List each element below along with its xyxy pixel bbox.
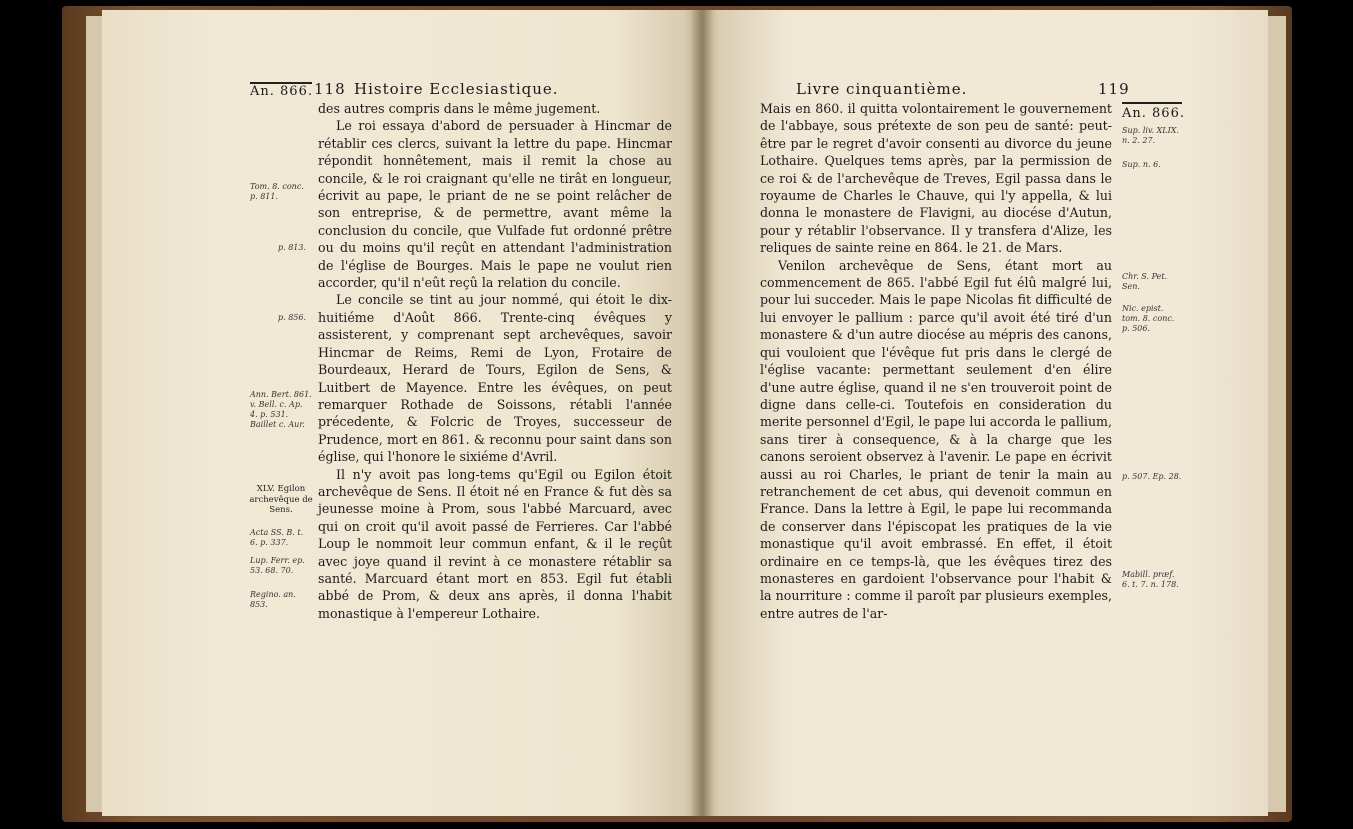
left-running-head: Histoire Ecclesiastique. [354, 80, 559, 98]
margin-note: Chr. S. Pet. Sen. [1122, 272, 1168, 291]
margin-note: Tom. 8. conc. p. 811. [250, 182, 304, 201]
margin-note: p. 507. Ep. 28. [1122, 472, 1182, 481]
margin-note: Sup. liv. XLIX. n. 2. 27. [1122, 126, 1180, 145]
book-spread [62, 6, 1292, 822]
left-page [102, 10, 702, 816]
paragraph: Mais en 860. il quitta volontairement le gouvernement de l'abbaye, sous prétexte de son peu de santé: peut-être par le regret d'avoir consenti au divorce du jeune Lothaire. Quelques tems après, par la permission de ce roi & de l'archevêque de Treves, Egil passa dans le royaume de Charles le Chauve, qui l'y appella, & lui donna le monastere de Flavigni, au diocése d'Autun, pour y rétablir l'observance. Il y transfera d'Alize, les reliques de sainte reine en 864. le 21. de Mars. [760, 101, 1112, 256]
margin-note: Ann. Bert. 861. v. Bell. c. Ap. 4. p. 531. Baillet c. Aur. [250, 390, 312, 429]
margin-note: Mabill. præf. 6. t. 7. n. 178. [1122, 570, 1179, 589]
right-body-text [760, 100, 1112, 622]
left-body-text [318, 100, 672, 622]
left-page-number: 118 [314, 80, 346, 98]
right-page [702, 10, 1268, 816]
right-year: An. 866. [1122, 106, 1185, 121]
right-page-number: 119 [1098, 80, 1130, 98]
margin-note: Sup. n. 6. [1122, 160, 1161, 169]
page-edges-right [1268, 16, 1286, 812]
right-running-head: Livre cinquantième. [796, 80, 968, 98]
margin-note: Lup. Ferr. ep. 53. 68. 70. [250, 556, 305, 575]
year-rule [1122, 102, 1182, 104]
paragraph: Le concile se tint au jour nommé, qui étoit le dix-huitiéme d'Août 866. Trente-cinq évêques y assisterent, y comprenant sept archevêques, savoir Hincmar de Reims, Remi de Lyon, Frotaire de Bourdeaux, Herard de Tours, Egilon de Sens, & Luitbert de Mayence. Entre les évêques, on peut remarquer Rothade de Soissons, rétabli l'année précedente, & Folcric de Troyes, successeur de Prudence, mort en 861. & reconnu pour saint dans son église, qui l'honore le sixiéme d'Avril. [318, 292, 672, 465]
left-year: An. 866. [250, 84, 313, 99]
margin-note: Regino. an. 853. [250, 590, 296, 609]
section-note: XLV. Egilon archevêque de Sens. [249, 484, 313, 515]
margin-note: Nic. epist. tom. 8. conc. p. 506. [1122, 304, 1175, 333]
book-gutter [690, 10, 714, 816]
paragraph: Le roi essaya d'abord de persuader à Hincmar de rétablir ces clercs, suivant la lettre du pape. Hincmar répondit honnêtement, mais il remit la chose au concile, & le roi craignant qu'elle ne tirât en longueur, écrivit au pape, le priant de ne se point relâcher de son entreprise, & de permettre, avant même la conclusion du concile, que Vulfade fut ordonné prêtre ou du moins qu'il reçût en attendant l'administration de l'église de Bourges. Mais le pape ne voulut rien accorder, qu'il n'eût reçû la relation du concile. [318, 118, 672, 291]
margin-note: p. 813. [278, 243, 307, 252]
paragraph: Il n'y avoit pas long-tems qu'Egil ou Egilon étoit archevêque de Sens. Il étoit né en France & fut dès sa jeunesse moine à Prom, sous l'abbé Marcuard, avec qui on croit qu'il avoit passé de Ferrieres. Car l'abbé Loup le nommoit leur commun enfant, & il le reçût avec joye quand il revint à ce monastere rétablir sa santé. Marcuard étant mort en 853. Egil fut établi abbé de Prom, & deux ans après, il donna l'habit monastique à l'empereur Lothaire. [318, 466, 672, 621]
paragraph: Venilon archevêque de Sens, étant mort au commencement de 865. l'abbé Egil fut élû malgré lui, pour lui succeder. Mais le pape Nicolas fit difficulté de lui envoyer le pallium : parce qu'il avoit été tiré d'un monastere & d'un autre diocése au mépris des canons, qui vouloient que l'évêque fut pris dans le clergé de l'église vacante: permettant seulement d'en élire d'une autre église, quand il ne s'en trouveroit point de digne dans celle-ci. Toutefois en consideration du merite personnel d'Egil, le pape lui accorda le pallium, sans tirer à consequence, & à la charge que les canons seroient observez à l'avenir. Le pape en écrivit aussi au roi Charles, le priant de tenir la main au retranchement de cet abus, qui devenoit commun en France. Dans la lettre à Egil, le pape lui recommanda de conserver dans l'épiscopat les pratiques de la vie monastique qu'il avoit embrassé. En effet, il étoit ordinaire en ce temps-là, que les évêques tirez des monasteres en gardoient l'observance pour l'habit & la nourriture : comme il paroît par plusieurs exemples, entre autres de l'ar- [760, 257, 1112, 621]
margin-note: Acta SS. B. t. 6. p. 337. [250, 528, 304, 547]
paragraph: des autres compris dans le même jugement. [318, 101, 601, 116]
margin-note: p. 856. [278, 313, 307, 322]
